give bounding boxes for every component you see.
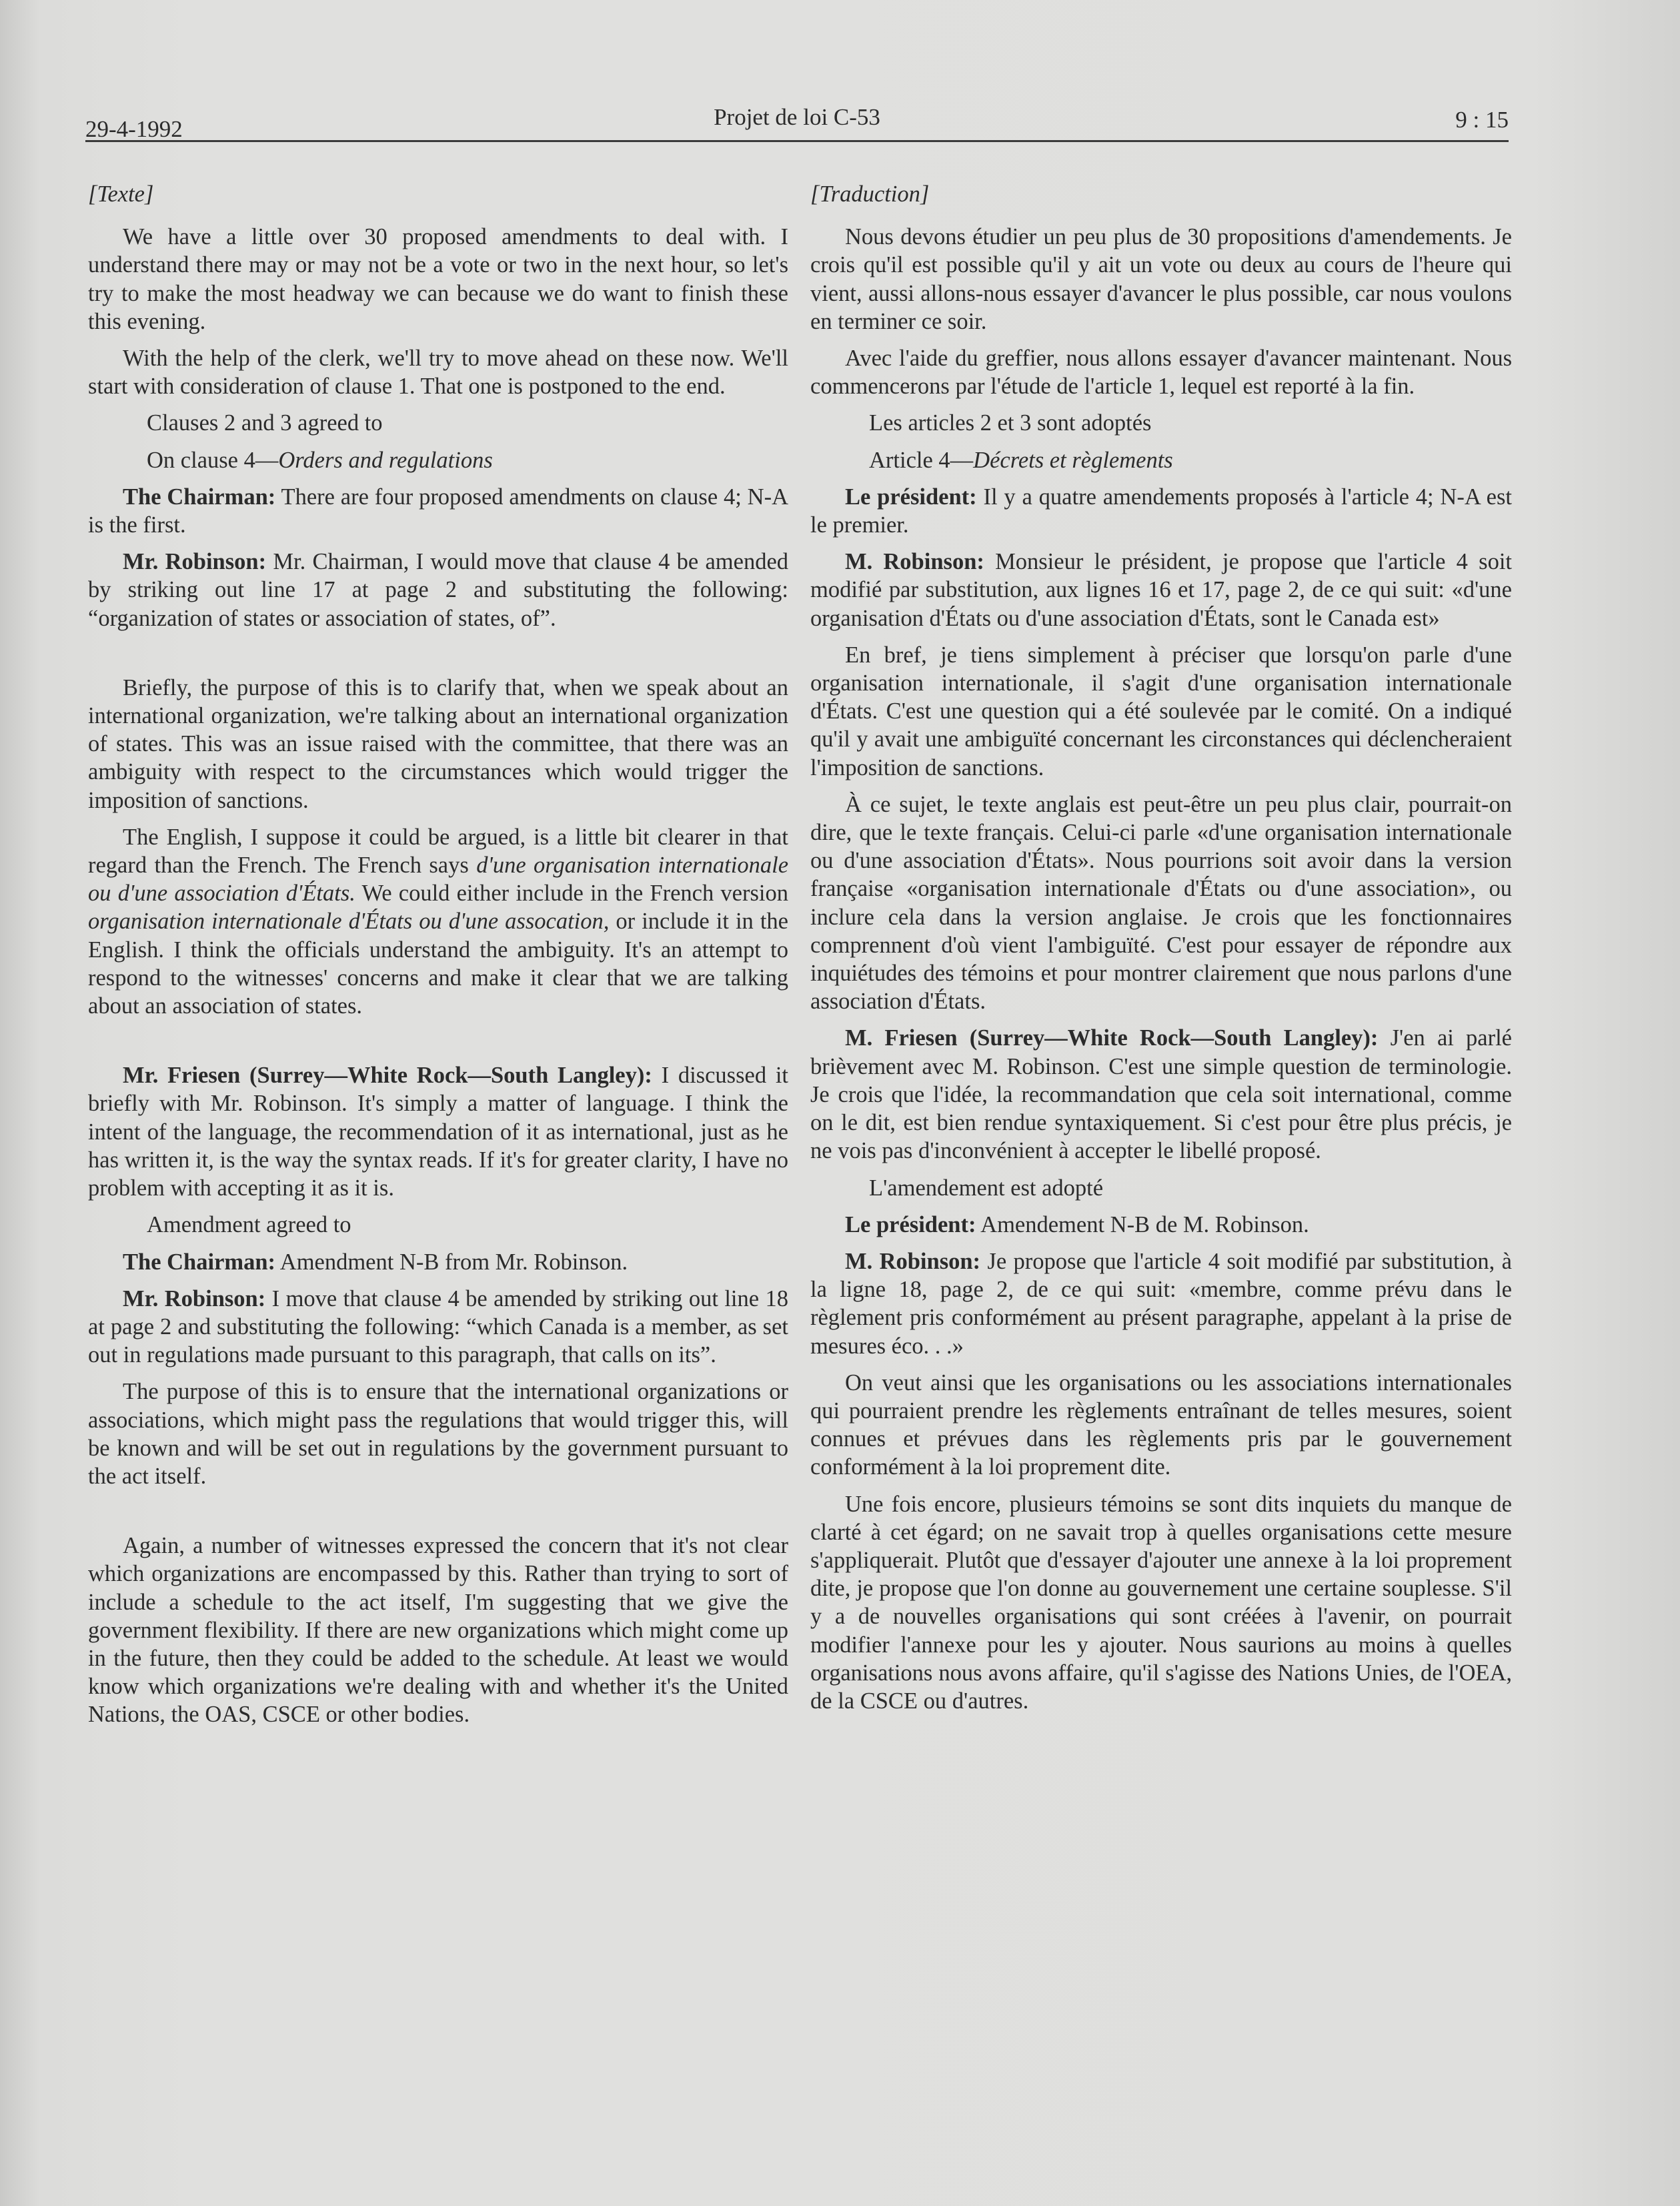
paragraph: M. Robinson: Monsieur le président, je propose que l'article 4 soit modifié par substitution, aux lignes 16 et 17, page 2, de ce qui suit: «d'une organisation d'États ou d'une association d'États, sont le Canada est» bbox=[810, 549, 1512, 631]
paragraph: À ce sujet, le texte anglais est peut-être un peu plus clair, pourrait-on dire, que le texte français. Celui-ci parle «d'une organisation internationale ou d'une association d'États». Nous pourrions soit avoir dans la version française «organisation internationale d'États ou d'une association», ou inclure cela dans la version anglaise. Je crois que les fonctionnaires comprennent d'où vient l'ambiguïté. C'est pour essayer de répondre aux inquiétudes des témoins et pour montrer clairement que nous parlons d'une association d'États. bbox=[810, 791, 1512, 1015]
paragraph: The purpose of this is to ensure that the international organizations or associations, which might pass the regulations that would trigger this, will be known and will be set out in regulations by the government pursuant to the act itself. bbox=[88, 1379, 788, 1489]
paragraph: Mr. Friesen (Surrey—White Rock—South Langley): I discussed it briefly with Mr. Robinson. It's simply a matter of language. I think the intent of the language, the recommendation of it as international, just as he has written it, is the way the syntax reads. If it's for greater clarity, I have no problem with accepting it as it is. bbox=[88, 1063, 788, 1201]
header-page-number: 9 : 15 bbox=[1455, 107, 1509, 133]
paragraph: Avec l'aide du greffier, nous allons essayer d'avancer maintenant. Nous commencerons par l'étude de l'article 1, lequel est reporté à la fin. bbox=[810, 346, 1512, 400]
paragraph: Again, a number of witnesses expressed the concern that it's not clear which organizations are encompassed by this. Rather than trying to sort of include a schedule to the act itself, I'm suggesting that we give the government flexibility. If there are new organizations which might come up in the future, then they could be added to the schedule. At least we would know which organizations we're dealing with and whether it's the United Nations, the OAS, CSCE or other bodies. bbox=[88, 1533, 788, 1728]
speaker-name: Le président: bbox=[845, 1211, 976, 1237]
speaker-name: M. Friesen (Surrey—White Rock—South Langley): bbox=[845, 1025, 1379, 1051]
english-column bbox=[88, 180, 788, 1729]
page-header bbox=[85, 100, 1509, 142]
motion-result: Clauses 2 and 3 agreed to bbox=[147, 410, 383, 436]
paragraph: The Chairman: There are four proposed amendments on clause 4; N-A is the first. bbox=[88, 484, 788, 538]
speaker-name: The Chairman: bbox=[123, 1249, 276, 1275]
motion-result: L'amendement est adopté bbox=[869, 1175, 1104, 1201]
speaker-name: M. Robinson: bbox=[845, 549, 984, 575]
paragraph: En bref, je tiens simplement à préciser que lorsqu'on parle d'une organisation internationale, il s'agit d'une organisation internationale d'États. C'est une question qui a été soulevée par le comité. On a indiqué qu'il y avait une ambiguïté concernant les circonstances qui déclencheraient l'imposition de sanctions. bbox=[810, 642, 1512, 780]
paragraph: Mr. Robinson: I move that clause 4 be amended by striking out line 18 at page 2 and substituting the following: “which Canada is a member, as set out in regulations made pursuant to this paragraph, that calls on its”. bbox=[88, 1285, 789, 1368]
paragraph: On veut ainsi que les organisations ou les associations internationales qui pourraient prendre les règlements entraînant de telles mesures, soient connues et prévues dans les règlements pris par le gouvernement conformément à la loi proprement dite. bbox=[810, 1369, 1512, 1480]
motion-result: Les articles 2 et 3 sont adoptés bbox=[869, 410, 1152, 436]
paragraph: Mr. Robinson: Mr. Chairman, I would move that clause 4 be amended by striking out line 17 at page 2 and substituting the following: “organization of states or association of states, of”. bbox=[88, 549, 789, 631]
speaker-name: Le président: bbox=[845, 484, 977, 510]
paragraph: Le président: Il y a quatre amendements proposés à l'article 4; N-A est le premier. bbox=[810, 484, 1512, 538]
paragraph: Nous devons étudier un peu plus de 30 propositions d'amendements. Je crois qu'il est possible qu'il y ait un vote ou deux au cours de l'heure qui vient, aussi allons-nous essayer d'avancer le plus possible, car nous voulons en terminer ce soir. bbox=[810, 224, 1512, 334]
paragraph: The English, I suppose it could be argued, is a little bit clearer in that regard than the French. The French says d'une organisation internationale ou d'une association d'États. We could either include in the French version organisation internationale d'États ou d'une assocation, or include it in the English. I think the officials understand the ambiguity. It's an attempt to respond to the witnesses' concerns and make it clear that we are talking about an association of states. bbox=[88, 824, 789, 1019]
speaker-name: The Chairman: bbox=[123, 484, 276, 510]
paragraph: The Chairman: Amendment N-B from Mr. Robinson. bbox=[123, 1249, 628, 1275]
section-label-traduction: [Traduction] bbox=[810, 181, 930, 207]
french-column bbox=[810, 180, 1512, 1715]
section-label-texte: [Texte] bbox=[88, 181, 154, 207]
clause-heading: On clause 4—Orders and regulations bbox=[147, 447, 493, 473]
paragraph: Briefly, the purpose of this is to clarify that, when we speak about an international organization, we're talking about an international organization of states. This was an issue raised with the committee, that there was an ambiguity with respect to the circumstances which would trigger the imposition of sanctions. bbox=[88, 674, 788, 813]
paragraph: With the help of the clerk, we'll try to move ahead on these now. We'll start with consideration of clause 1. That one is postponed to the end. bbox=[88, 346, 788, 400]
speaker-name: Mr. Robinson: bbox=[123, 1285, 266, 1311]
paragraph: Une fois encore, plusieurs témoins se sont dits inquiets du manque de clarté à cet égard; on ne savait trop à quelles organisations cette mesure s'appliquerait. Plutôt que d'essayer d'ajouter une annexe à la loi proprement dite, je propose que l'on donne au gouvernement une certaine souplesse. S'il y a de nouvelles organisations qui sont créées à l'avenir, on pourrait modifier l'annexe pour les y ajouter. Nous saurions au moins à quelles organisations nous avons affaire, qu'il s'agisse des Nations Unies, de l'OEA, de la CSCE ou d'autres. bbox=[810, 1491, 1512, 1714]
header-date: 29-4-1992 bbox=[85, 116, 183, 142]
clause-heading: Article 4—Décrets et règlements bbox=[869, 447, 1173, 473]
speaker-name: Mr. Friesen (Surrey—White Rock—South Langley): bbox=[123, 1063, 652, 1089]
header-title: Projet de loi C-53 bbox=[714, 104, 880, 130]
paragraph: M. Friesen (Surrey—White Rock—South Langley): J'en ai parlé brièvement avec M. Robinson. C'est une simple question de terminologie. Je crois que l'idée, la recommandation que cela soit international, comme on le dit, est bien rendue syntaxiquement. Si c'est pour être plus précis, je ne vois pas d'inconvénient à accepter le libellé proposé. bbox=[810, 1025, 1512, 1164]
motion-result: Amendment agreed to bbox=[147, 1212, 351, 1238]
paragraph: We have a little over 30 proposed amendments to deal with. I understand there may or may not be a vote or two in the next hour, so let's try to make the most headway we can because we do want to finish these this evening. bbox=[88, 224, 788, 334]
paragraph: M. Robinson: Je propose que l'article 4 soit modifié par substitution, à la ligne 18, page 2, de ce qui suit: «membre, comme prévu dans le règlement pris conformément au présent paragraphe, appelant à la prise de mesures éco. . .» bbox=[810, 1248, 1512, 1359]
speaker-name: Mr. Robinson: bbox=[123, 549, 267, 575]
speaker-name: M. Robinson: bbox=[845, 1248, 981, 1274]
paragraph: Le président: Amendement N-B de M. Robinson. bbox=[845, 1211, 1309, 1237]
